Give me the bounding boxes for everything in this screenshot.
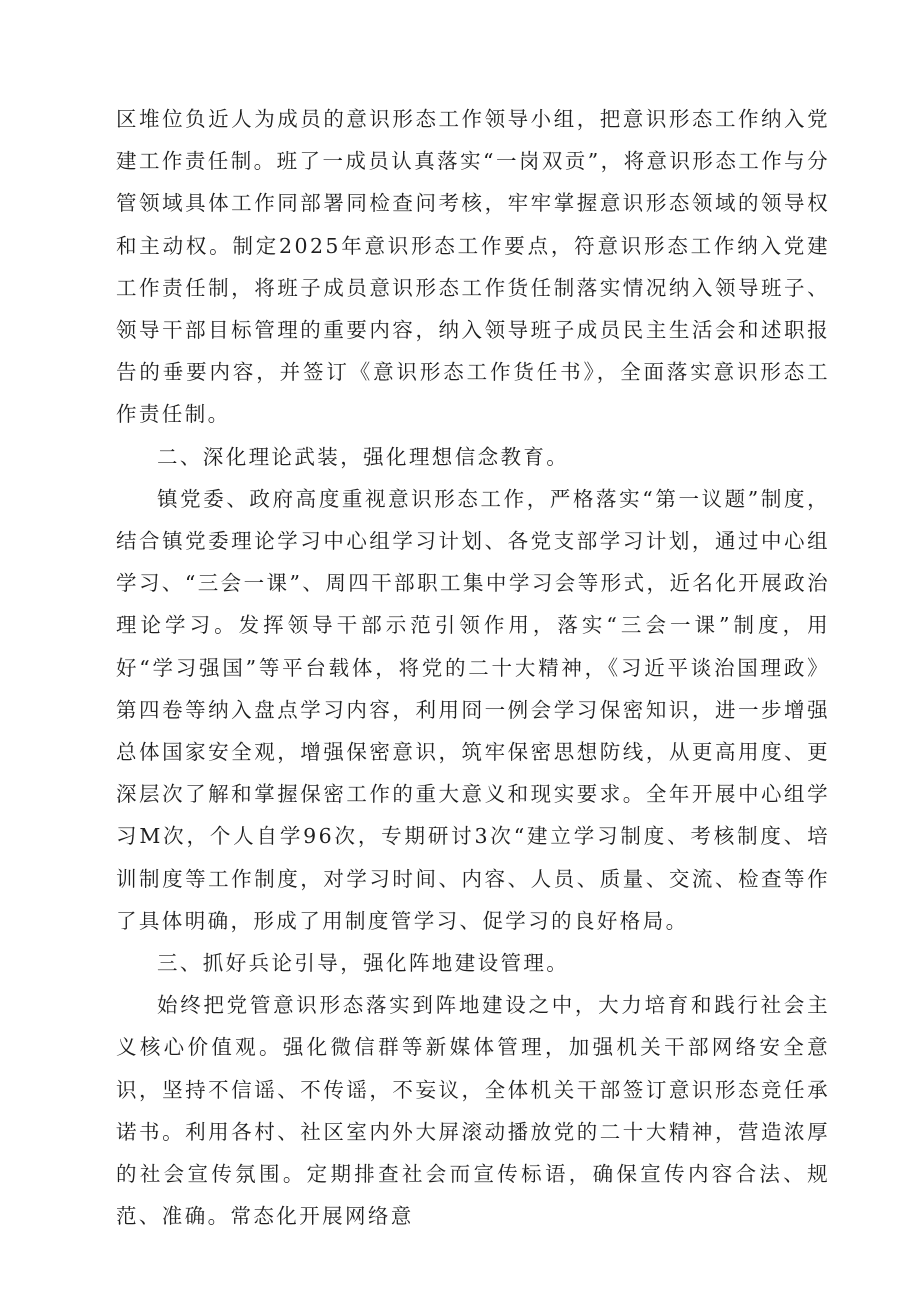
paragraph-leadership-group: 区堆位负近人为成员的意识形态工作领导小组，把意识形态工作纳入党建工作责任制。班了一成员认真落实“一岗双贡”，将意识形态工作与分管领域具体工作同部署同检查问考核，牢牢掌握意识形态领域的领导权和主动权。制定2025年意识形态工作要点，符意识形态工作纳入党建工作责任制，将班子成员意识形态工作货任制落实情况纳入领导班子、领导干部目标管理的重要内容，纳入领导班子成员民主生活会和述职报告的垂要内容，并签订《意识形态工作货任书》，全面落实意识形态工作责任制。	[116, 107, 830, 427]
section-heading-theory: 二、深化理论武装，强化理想信念教育。	[157, 444, 570, 469]
paragraph-theory-study: 镇党委、政府高度重视意识形态工作，严格落实“第一议题”制度，结合镇党委理论学习中心组学习计划、各党支部学习计划，通过中心组学习、“三会一课”、周四干部职工集中学习会等形式，近名化开展政治理论学习。发挥领导干部示范引领作用，落实“三会一课”制度，用好“学习强国”等平台载体，将党的二十大精神，《习近平谈治国理政》第四卷等纳入盘点学习内容，利用冏一例会学习保密知识，进一步增强总体国家安全观，增强保密意识，筑牢保密思想防线，从更高用度、更深层次了解和掌握保密工作的重大意义和现实要求。全年开展中心组学习M次，个人自学96次，专期研讨3次“建立学习制度、考核制度、培训制度等工作制度，对学习时间、内容、人员、质量、交流、检查等作了具体明确，形成了用制度管学习、促学习的良好格局。	[116, 486, 830, 933]
paragraph-front-management: 始终把党管意识形态落实到阵地建设之中，大力培育和践行社会主义核心价值观。强化微信群等新媒体管理，加强机关干部网络安全意识，坚持不信谣、不传谣，不妄议，全体机关干部签订意识形态竞任承诺书。利用各村、社区室内外大屏滚动播放党的二十大精神，营造浓厚的社会宣传氛围。定期排查社会而宣传标语，确保宣传内容合法、规范、准确。常态化开展网络意	[116, 993, 830, 1229]
section-heading-public-opinion: 三、抓好兵论引导，强化阵地建设管理。	[157, 951, 570, 976]
document-body	[116, 98, 830, 1237]
